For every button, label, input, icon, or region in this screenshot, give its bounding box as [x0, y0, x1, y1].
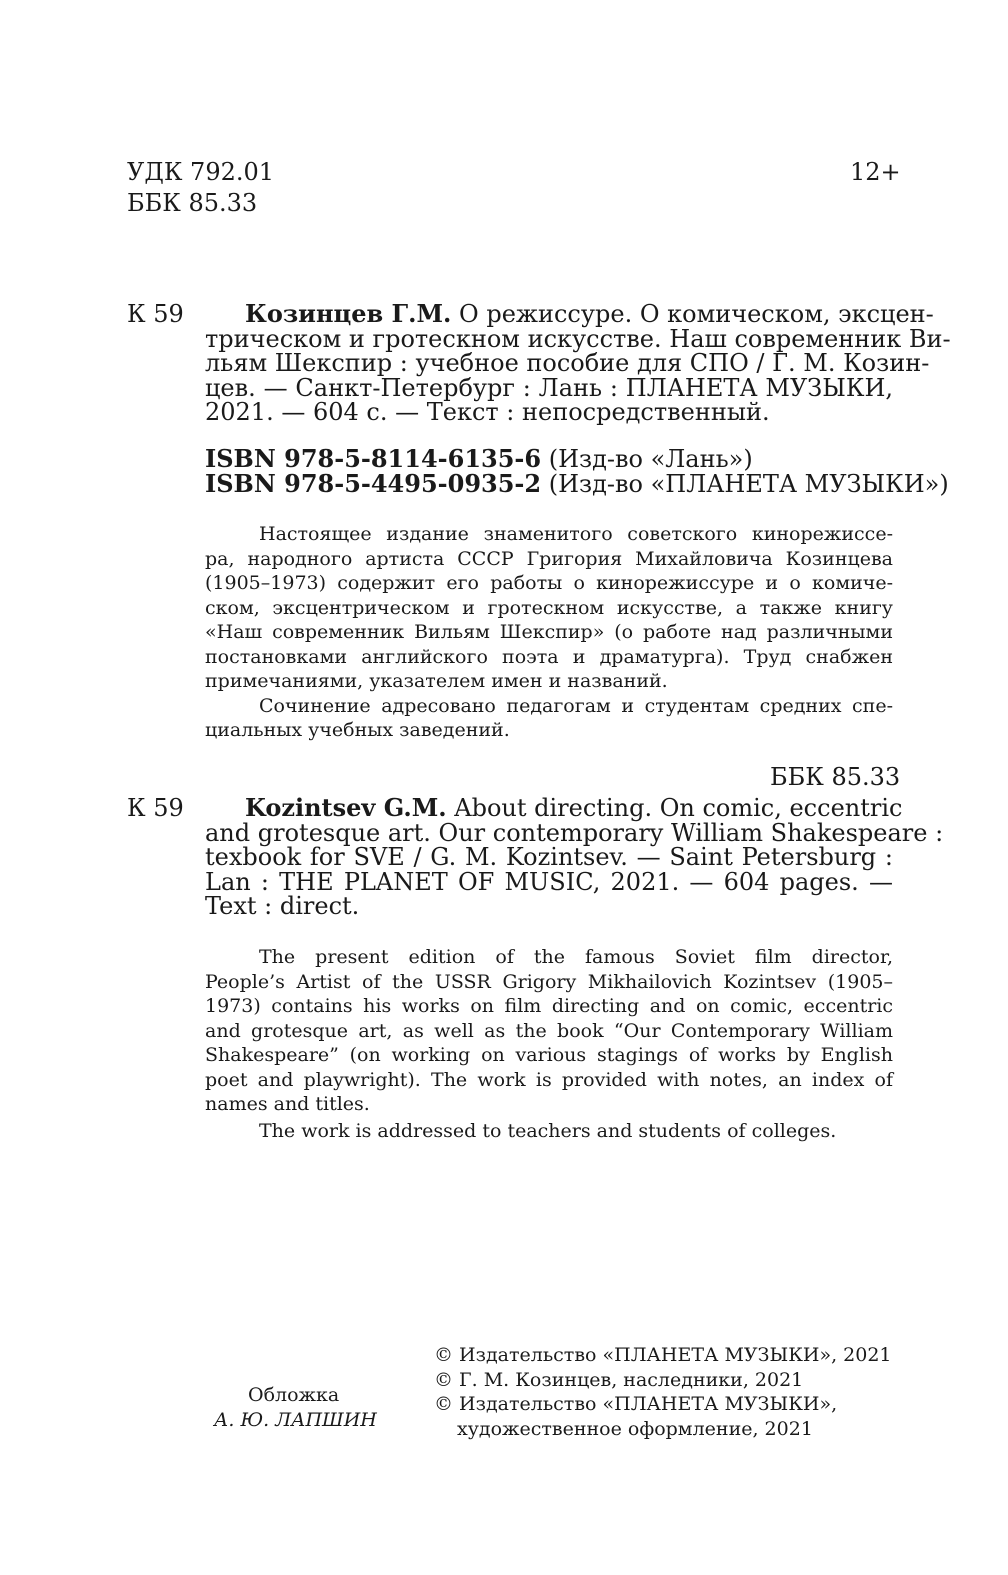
en-abstract-first	[259, 945, 893, 970]
ru-abstract-line: примечаниями, указателем имен и названий.	[205, 670, 668, 692]
ru-abstract-line: ском, эксцентрическом и гротескном искусстве, а также книгу	[205, 596, 893, 619]
ru-audience-first	[259, 694, 893, 719]
en-abstract-line: The present edition of the famous Soviet film director,	[259, 946, 893, 968]
udk-code: УДК 792.01	[127, 158, 275, 186]
ru-bib-record	[205, 324, 951, 426]
copyright-block	[434, 1343, 904, 1441]
en-bib-line: Lan : THE PLANET OF MUSIC, 2021. — 604 pages. —	[205, 867, 893, 896]
ru-bib-line: 2021. — 604 с. — Текст : непосредственный.	[205, 398, 770, 426]
copyright-line: © Г. М. Козинцев, наследники, 2021	[434, 1368, 804, 1391]
en-audience	[259, 1119, 836, 1144]
ru-bib-line: льям Шекспир : учебное пособие для СПО / Г. М. Козин-	[205, 349, 930, 377]
ru-bib-first-rest: О режиссуре. О комическом, эксцен-	[459, 300, 934, 328]
en-author: Kozintsev G.M.	[245, 793, 447, 822]
en-abstract-line: poet and playwright). The work is provided with notes, an index of	[205, 1068, 893, 1091]
cover-label: Обложка	[248, 1384, 340, 1406]
cover-artist: А. Ю. ЛАПШИН	[214, 1408, 377, 1431]
ru-abstract-first	[259, 522, 893, 547]
age-rating: 12+	[850, 158, 901, 186]
en-bib-line: Text : direct.	[205, 892, 360, 920]
en-audience-line: The work is addressed to teachers and students of colleges.	[259, 1120, 837, 1142]
copyright-line: © Издательство «ПЛАНЕТА МУЗЫКИ»,	[434, 1393, 838, 1415]
isbn-publisher: (Изд-во «Лань»)	[548, 445, 753, 473]
en-abstract-line: Shakespeare” (on working on various stagings of works by English	[205, 1044, 893, 1066]
en-abstract-line: and grotesque art, as well as the book “Our Contemporary William	[205, 1019, 893, 1042]
isbn-line	[205, 468, 949, 498]
ru-audience	[205, 718, 893, 743]
en-bib-first-line	[245, 793, 903, 822]
ru-index: К 59	[127, 300, 184, 328]
ru-bib-first-line	[245, 299, 934, 328]
ru-bib-line: трическом и гротескном искусстве. Наш современник Ви-	[205, 324, 951, 353]
bbk-code: ББК 85.33	[127, 189, 258, 217]
ru-audience-line: циальных учебных заведений.	[205, 719, 510, 741]
copyright-line: © Издательство «ПЛАНЕТА МУЗЫКИ», 2021	[434, 1344, 892, 1366]
ru-audience-line: Сочинение адресовано педагогам и студентам средних спе-	[259, 694, 893, 717]
en-bib-record	[205, 818, 944, 920]
en-bbk-code: ББК 85.33	[770, 763, 901, 791]
en-abstract-line: People’s Artist of the USSR Grigory Mikhailovich Kozintsev (1905–	[205, 970, 893, 993]
copyright-line: художественное оформление, 2021	[457, 1417, 813, 1440]
isbn-number: ISBN 978-5-8114-6135-6	[205, 444, 542, 473]
en-abstract	[205, 970, 893, 1117]
ru-abstract-line: ра, народного артиста СССР Григория Михайловича Козинцева	[205, 547, 893, 570]
en-bib-line: and grotesque art. Our contemporary William Shakespeare :	[205, 818, 944, 847]
en-bib-first-rest: About directing. On comic, eccentric	[454, 794, 903, 822]
en-index: К 59	[127, 794, 184, 822]
isbn-list	[205, 444, 949, 498]
en-abstract-line: names and titles.	[205, 1093, 370, 1115]
isbn-number: ISBN 978-5-4495-0935-2	[205, 468, 542, 498]
ru-abstract-line: «Наш современник Вильям Шекспир» (о работе над различными	[205, 621, 893, 643]
en-bib-line: texbook for SVE / G. M. Kozintsev. — Saint Petersburg :	[205, 843, 893, 871]
ru-author: Козинцев Г.М.	[245, 299, 452, 328]
ru-abstract	[205, 547, 893, 694]
ru-abstract-line: Настоящее издание знаменитого советского кинорежиссе-	[259, 523, 893, 545]
ru-bib-line: цев. — Санкт-Петербург : Лань : ПЛАНЕТА МУЗЫКИ,	[205, 373, 893, 402]
isbn-publisher: (Изд-во «ПЛАНЕТА МУЗЫКИ»)	[548, 469, 949, 498]
ru-abstract-line: постановками английского поэта и драматурга). Труд снабжен	[205, 645, 893, 668]
en-abstract-line: 1973) contains his works on film directing and on comic, eccentric	[205, 995, 893, 1017]
ru-abstract-line: (1905–1973) содержит его работы о кинорежиссуре и о комиче-	[205, 572, 893, 594]
